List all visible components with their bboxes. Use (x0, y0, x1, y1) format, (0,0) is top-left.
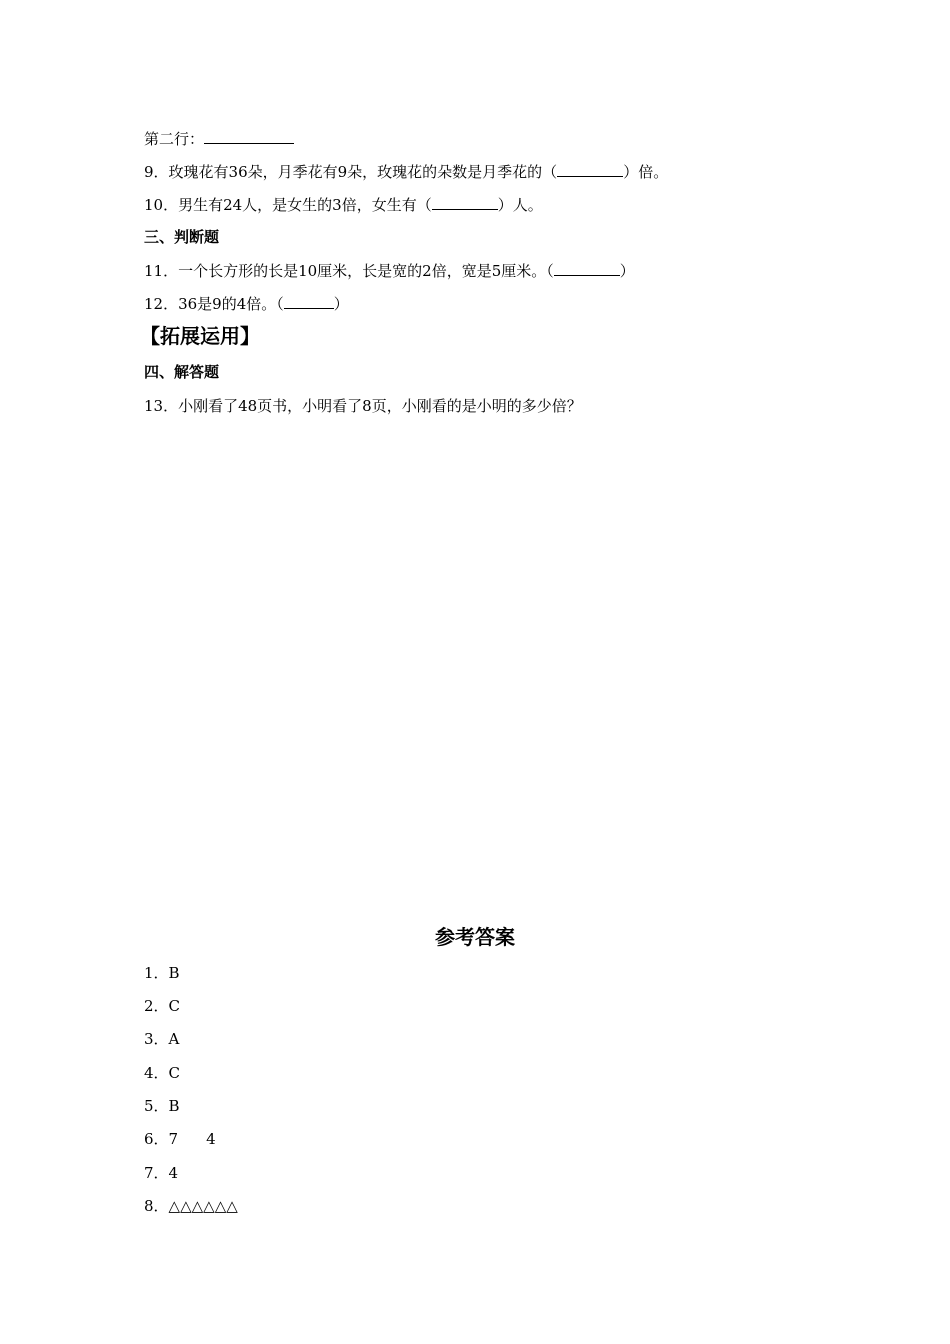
question-12 (144, 293, 349, 314)
answer-item (144, 1029, 179, 1049)
question-13 (144, 396, 582, 416)
answer-value: 7 (168, 1130, 179, 1148)
answer-value: C (168, 1064, 181, 1082)
answer-number: 6． (144, 1130, 169, 1148)
answer-key-title: 参考答案 (435, 925, 515, 949)
answer-number: 3． (144, 1030, 169, 1048)
question-text: 一个长方形的长是10厘米，长是宽的2倍，宽是5厘米。（ (178, 262, 554, 280)
answer-item (144, 996, 180, 1016)
answer-value: B (168, 1097, 180, 1115)
question-text: 男生有24人，是女生的3倍，女生有（ (178, 196, 432, 214)
question-number: 9． (144, 163, 169, 181)
answer-number: 5． (144, 1097, 169, 1115)
question-number: 12． (144, 295, 179, 313)
question-number: 11． (144, 262, 179, 280)
answer-blank[interactable] (554, 260, 620, 276)
question-text-end: ） (619, 262, 635, 280)
answer-value-triangles: △△△△△△ (168, 1197, 238, 1215)
answer-value: C (168, 997, 181, 1015)
question-number: 10． (144, 196, 179, 214)
answer-blank[interactable] (204, 128, 294, 144)
answer-blank[interactable] (284, 293, 334, 309)
answer-item (144, 1063, 180, 1083)
answer-value: B (168, 964, 180, 982)
answer-blank[interactable] (557, 161, 623, 177)
answer-number: 8． (144, 1197, 169, 1215)
question-text-end: ）人。 (497, 196, 543, 214)
question-text: 小刚看了48页书，小明看了8页，小刚看的是小明的多少倍？ (178, 397, 582, 415)
answer-item (144, 1129, 216, 1149)
answer-item (144, 963, 180, 983)
section-heading-judgement: 三、判断题 (144, 228, 220, 246)
q8-row2-label: 第二行： (144, 130, 205, 148)
answer-number: 1． (144, 964, 169, 982)
section-heading-solve: 四、解答题 (144, 363, 220, 381)
question-11 (144, 260, 635, 281)
q8-row2 (144, 128, 294, 149)
question-text-end: ） (333, 295, 349, 313)
question-10 (144, 194, 543, 215)
question-number: 13． (144, 397, 179, 415)
answer-number: 2． (144, 997, 169, 1015)
question-text: 36是9的4倍。（ (178, 295, 284, 313)
answer-item (144, 1196, 238, 1216)
answer-value: 4 (168, 1164, 179, 1182)
answer-number: 7． (144, 1164, 169, 1182)
answer-value-second: 4 (206, 1130, 216, 1148)
question-text: 玫瑰花有36朵，月季花有9朵，玫瑰花的朵数是月季花的（ (168, 163, 558, 181)
answer-item (144, 1096, 180, 1116)
question-9 (144, 161, 668, 182)
answer-number: 4． (144, 1064, 169, 1082)
question-text-end: ）倍。 (623, 163, 669, 181)
answer-item (144, 1163, 178, 1183)
answer-blank[interactable] (432, 194, 498, 210)
part-heading-extension: 【拓展运用】 (140, 324, 260, 348)
answer-value: A (168, 1030, 180, 1048)
